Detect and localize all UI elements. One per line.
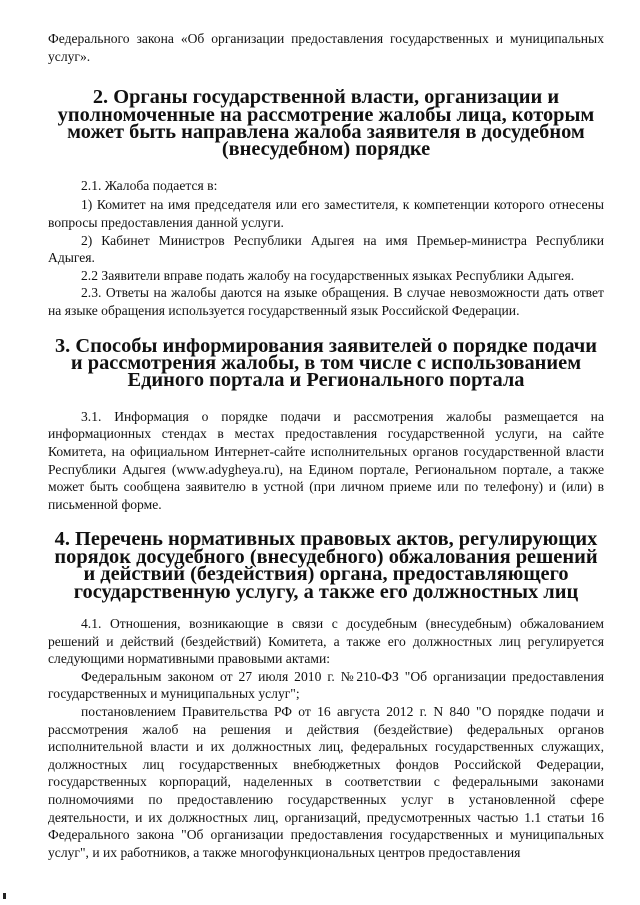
section-3-body [48,408,604,514]
section-3-paragraph: 3.1. Информация о порядке подачи и рассмотрения жалобы размещается на информационных стендах в местах предоставления государственной услуги, на сайте Комитета, на официальном Интернет-сайте исполнительных органов государственной власти Республики Адыгея (www.adygheya.ru), на Едином портале, Региональном портале, а также может быть сообщена заявителю в устной (при личном приеме или по телефону) и (или) в письменной форме. [48,408,604,512]
section-4-body [48,615,604,861]
section-2-paragraph: 2.1. Жалоба подается в: [81,177,218,193]
section-2-paragraph: 2.3. Ответы на жалобы даются на языке обращения. В случае невозможности дать ответ на языке обращения используется государственный язык Российской Федерации. [48,285,604,318]
section-2-paragraph: 2.2 Заявители вправе подать жалобу на государственных языках Республики Адыгея. [81,267,575,283]
section-2-title: 2. Органы государственной власти, организации и уполномоченные на рассмотрение жалобы лица, которым может быть направлена жалоба заявителя в досудебном (внесудебном) порядке [57,86,595,161]
section-4-paragraph: 4.1. Отношения, возникающие в связи с досудебным (внесудебным) обжалованием решений и действий (бездействий) Комитета, а также его должностных лиц регулируется следующими нормативными правовыми актами: [48,615,604,667]
section-4-title: 4. Перечень нормативных правовых актов, регулирующих порядок досудебного (внесудебного) обжалования решений и действий (бездействия) органа, предоставляющего государственную услугу, а также его должностных лиц [54,528,598,603]
section-2-paragraph: 1) Комитет на имя председателя или его заместителя, к компетенции которого отнесены вопросы предоставления данной услуги. [48,197,604,230]
section-4-paragraph: постановлением Правительства РФ от 16 августа 2012 г. N 840 "О порядке подачи и рассмотрения жалоб на решения и действия (бездействие) федеральных органов исполнительной власти и их должностных лиц, федеральных государственных служащих, должностных лиц государственных внебюджетных фондов Российской Федерации, государственных корпораций, наделенных в соответствии с федеральными законами полномочиями по предоставлению государственных услуг в установленной сфере деятельности, и их должностных лиц, организаций, предусмотренных частью 1.1 статьи 16 Федерального закона "Об организации предоставления государственных и муниципальных услуг", и их работников, а также многофункциональных центров предоставления [48,703,604,860]
document-page [48,30,604,861]
scan-edge-mark [3,893,6,899]
section-4-paragraph: Федеральным законом от 27 июля 2010 г. №210-ФЗ "Об организации предоставления государственных и муниципальных услуг"; [48,668,604,702]
section-3-title: 3. Способы информирования заявителей о порядке подачи и рассмотрения жалобы, в том числе с использованием Единого портала и Регионального портала [54,334,598,392]
section-2-body [48,177,604,320]
section-2-paragraph: 2) Кабинет Министров Республики Адыгея на имя Премьер-министра Республики Адыгея. [48,232,604,266]
intro-paragraph: Федерального закона «Об организации предоставления государственных и муниципальных услуг». [48,31,604,64]
